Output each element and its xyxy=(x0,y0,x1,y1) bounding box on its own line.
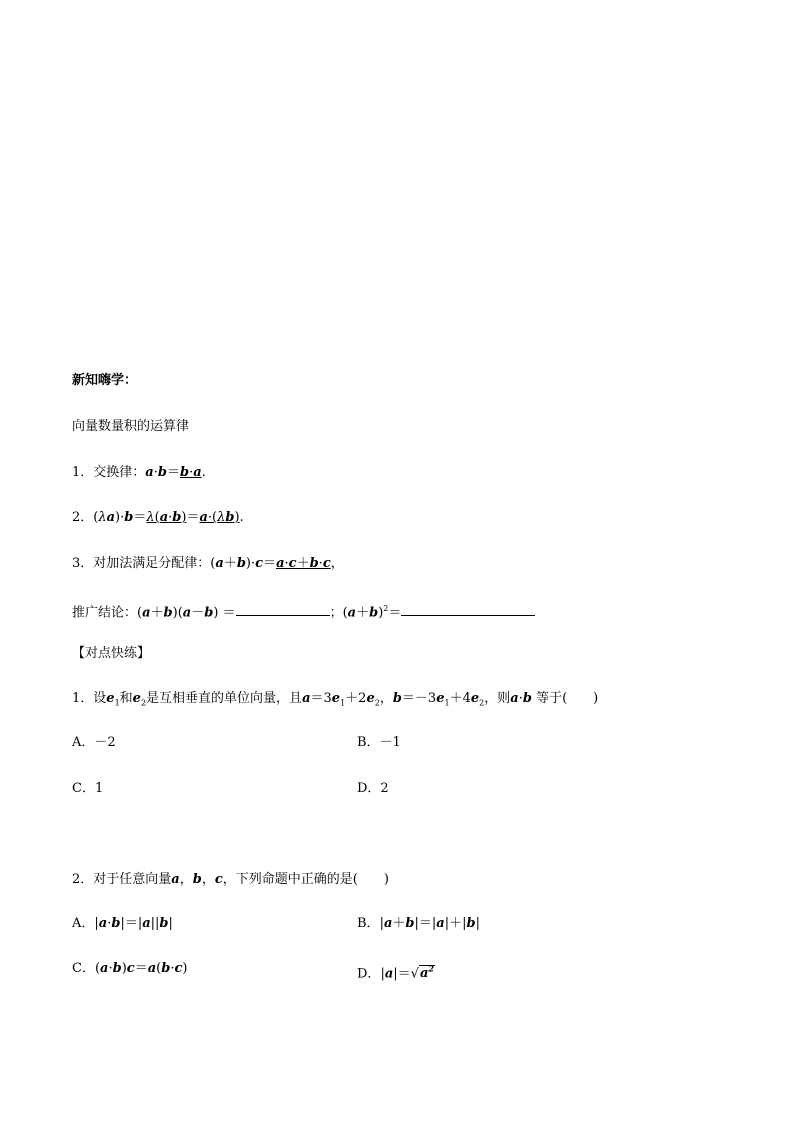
topic-line: 向量数量积的运算律 xyxy=(72,419,190,434)
q1-option-a[interactable]: A．－2 xyxy=(72,735,116,750)
q2-option-d[interactable]: D．$|a|=√a^2$ xyxy=(357,960,435,983)
section-title: 新知嗨学： xyxy=(72,373,138,388)
law-commutative: 1．交换律：a·b＝b·a. xyxy=(72,465,206,480)
law-distributive: 3．对加法满足分配律：(a＋b)·c＝a·c＋b·c， xyxy=(72,556,344,571)
law-associative: 2．(λa)·b＝λ(a·b)＝a·(λb). xyxy=(72,510,244,525)
q1-option-d[interactable]: D．2 xyxy=(357,781,389,796)
practice-header: 【对点快练】 xyxy=(72,646,151,661)
answer-blank-2[interactable] xyxy=(401,603,535,616)
q2-option-b[interactable]: B．|a＋b|＝|a|＋|b| xyxy=(357,916,480,931)
q1-option-c[interactable]: C．1 xyxy=(72,781,104,796)
question-1: 1．设$e_1$和$e_2$是互相垂直的单位向量，且$a=3e_1+2e_2$，$b=-3e_1+4e_2$，则a·b 等于( ) xyxy=(72,691,599,708)
question-2: 2．对于任意向量a，b，c，下列命题中正确的是( ) xyxy=(72,872,389,887)
q2-option-a[interactable]: A．|a·b|＝|a||b| xyxy=(72,916,173,931)
corollary-line: 推广结论：(a＋b)(a－b) ＝ ；$(a+b)^2=$ xyxy=(72,600,535,622)
sqrt-expression: $√a^2$ xyxy=(410,964,434,982)
q2-option-c[interactable]: C．(a·b)c＝a(b·c) xyxy=(72,961,188,976)
q1-option-b[interactable]: B．－1 xyxy=(357,735,401,750)
answer-blank-1[interactable] xyxy=(236,603,330,616)
